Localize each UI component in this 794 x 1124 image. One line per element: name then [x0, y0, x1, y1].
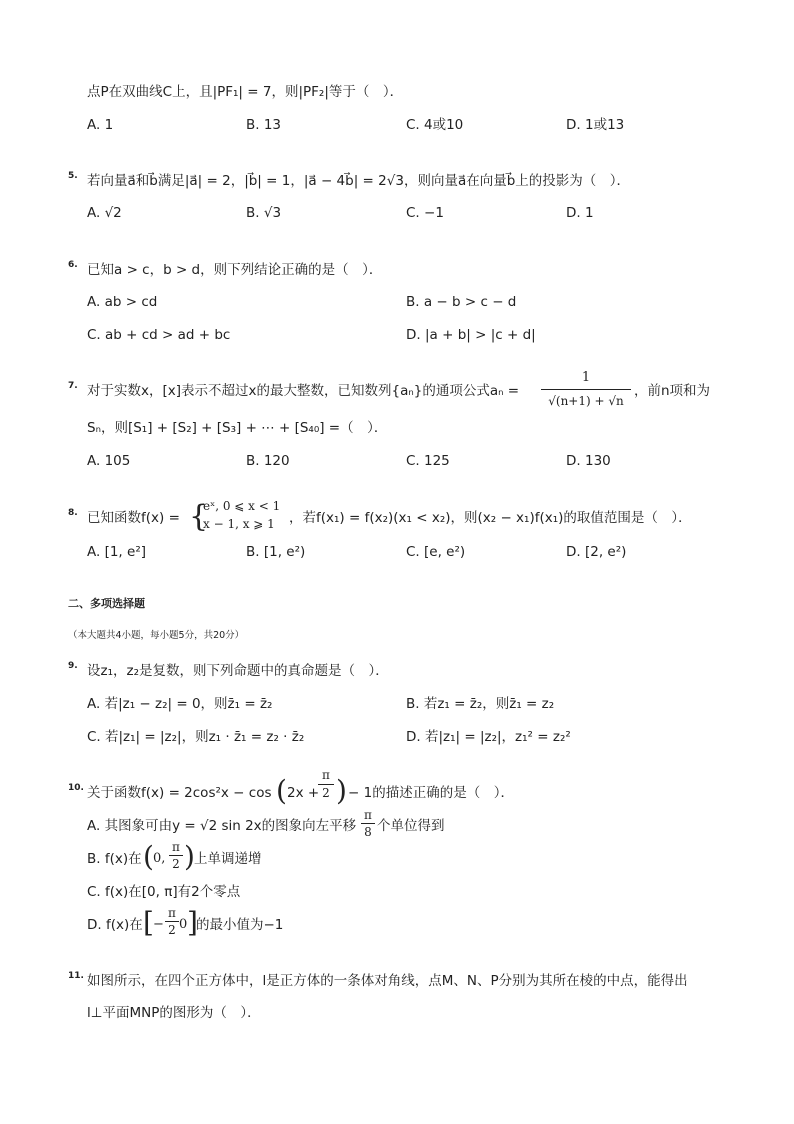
- q10-option-a-eight: 8: [364, 825, 372, 839]
- q10-option-d-bar: [165, 921, 179, 922]
- q10-option-b-paren-left: (: [143, 840, 154, 873]
- q9-text: 设z₁，z₂是复数，则下列命题中的真命题是（ ）．: [87, 663, 389, 679]
- q5-option-d: D. 1: [566, 205, 594, 221]
- q7-option-d: D. 130: [566, 453, 611, 469]
- q11-text-b: l⊥平面MNP的图形为（ ）．: [87, 1005, 261, 1021]
- q10-option-b-bar: [169, 855, 183, 856]
- q7-option-c: C. 125: [406, 453, 450, 469]
- q7-number: 7.: [68, 381, 78, 391]
- q7-text-a: 对于实数x，[x]表示不超过x的最大整数，已知数列{aₙ}的通项公式aₙ =: [87, 383, 520, 399]
- q8-number: 8.: [68, 508, 78, 518]
- q10-option-b-tail: 上单调递增: [194, 851, 262, 867]
- q10-option-b-paren-right: ): [184, 840, 195, 873]
- q8-option-c: C. [e, e²): [406, 544, 466, 560]
- q10-option-d-zero: 0: [179, 917, 188, 932]
- q10-option-b-text: B. f(x)在: [87, 851, 142, 867]
- q10-option-a-tail: 个单位得到: [377, 818, 445, 834]
- q5-option-b: B. √3: [246, 205, 282, 221]
- q7-option-a: A. 105: [87, 453, 131, 469]
- q8-option-b: B. [1, e²): [246, 544, 306, 560]
- q6-option-b: B. a − b > c − d: [406, 294, 517, 310]
- q10-option-c: C. f(x)在[0, π]有2个零点: [87, 884, 241, 900]
- q10-paren-right: ): [336, 774, 347, 807]
- q7-text-c: Sₙ，则[S₁] + [S₂] + [S₃] + ⋯ + [S₄₀] =（ ）．: [87, 420, 388, 436]
- q7-fraction-bar: [541, 389, 631, 390]
- q10-option-b-two: 2: [172, 857, 180, 871]
- q10-option-d-bracket-right: ]: [187, 906, 198, 939]
- q9-number: 9.: [68, 661, 78, 671]
- q7-text-b: ，前n项和为: [634, 383, 711, 399]
- section-title: 二、多项选择题: [68, 597, 145, 610]
- q6-text: 已知a > c，b > d，则下列结论正确的是（ ）．: [87, 262, 383, 278]
- q10-option-d-text: D. f(x)在: [87, 917, 143, 933]
- q6-number: 6.: [68, 260, 78, 270]
- q10-text-c: − 1的描述正确的是（ ）．: [348, 785, 514, 801]
- q10-option-a-pi: π: [364, 808, 372, 822]
- q8-option-a: A. [1, e²]: [87, 544, 147, 560]
- q10-option-d-bracket-left: [: [143, 906, 154, 939]
- q9-option-a: A. 若|z₁ − z₂| = 0，则z̄₁ = z̄₂: [87, 696, 273, 712]
- q10-text-a: 关于函数f(x) = 2cos²x − cos: [87, 785, 272, 801]
- q7-fraction-denominator: √(n+1) + √n: [548, 394, 624, 408]
- q4-option-c: C. 4或10: [406, 117, 464, 133]
- q10-option-d-pi: π: [168, 906, 176, 920]
- q11-number: 11.: [68, 971, 84, 981]
- q8-option-d: D. [2, e²): [566, 544, 627, 560]
- q10-paren-left: (: [276, 774, 287, 807]
- q10-option-d-minus: −: [153, 917, 164, 932]
- q10-option-d-tail: 的最小值为−1: [196, 917, 284, 933]
- q6-option-d: D. |a + b| > |c + d|: [406, 327, 536, 343]
- q10-option-b-pi: π: [172, 840, 180, 854]
- q9-option-d: D. 若|z₁| = |z₂|，z₁² = z₂²: [406, 729, 571, 745]
- q8-text-b: ，若f(x₁) = f(x₂)(x₁ < x₂)，则(x₂ − x₁)f(x₁)的取值范围是（ ）．: [289, 510, 692, 526]
- q5-number: 5.: [68, 171, 78, 181]
- q4-text: 点P在双曲线C上，且|PF₁| = 7，则|PF₂|等于（ ）．: [87, 84, 404, 100]
- q8-text-a: 已知函数f(x) =: [87, 510, 180, 526]
- q10-pi: π: [322, 768, 330, 782]
- q10-text-b: 2x +: [287, 785, 320, 801]
- q7-fraction-numerator: 1: [581, 370, 591, 385]
- q8-case-2: x − 1, x ⩾ 1: [203, 517, 275, 531]
- q8-brace: {: [189, 499, 209, 534]
- q6-option-c: C. ab + cd > ad + bc: [87, 327, 231, 343]
- q9-option-b: B. 若z₁ = z̄₂，则z̄₁ = z₂: [406, 696, 555, 712]
- q10-option-d-two: 2: [168, 923, 176, 937]
- q10-two: 2: [322, 786, 330, 800]
- q11-text-a: 如图所示，在四个正方体中，l是正方体的一条体对角线，点M、N、P分别为其所在棱的中点，能得出: [87, 973, 688, 989]
- q10-fraction-bar: [318, 784, 334, 785]
- q4-option-d: D. 1或13: [566, 117, 625, 133]
- q10-option-a-bar: [361, 823, 375, 824]
- q5-text: 若向量a⃗和b⃗满足|a⃗| = 2，|b⃗| = 1，|a⃗ − 4b⃗| = 2√3，则向量a⃗在向量b⃗上的投影为（ ）．: [87, 173, 631, 189]
- q4-option-b: B. 13: [246, 117, 282, 133]
- q7-option-b: B. 120: [246, 453, 290, 469]
- q9-option-c: C. 若|z₁| = |z₂|，则z₁ · z̄₁ = z₂ · z̄₂: [87, 729, 305, 745]
- section-note: （本大题共4小题，每小题5分，共20分）: [68, 630, 245, 641]
- q10-option-a-text: A. 其图象可由y = √2 sin 2x的图象向左平移: [87, 818, 357, 834]
- q5-option-a: A. √2: [87, 205, 122, 221]
- q5-option-c: C. −1: [406, 205, 444, 221]
- q10-option-b-zero: 0,: [153, 851, 166, 866]
- q4-option-a: A. 1: [87, 117, 114, 133]
- q10-number: 10.: [68, 783, 84, 793]
- q8-case-1: eˣ, 0 ⩽ x < 1: [203, 499, 281, 513]
- q6-option-a: A. ab > cd: [87, 294, 158, 310]
